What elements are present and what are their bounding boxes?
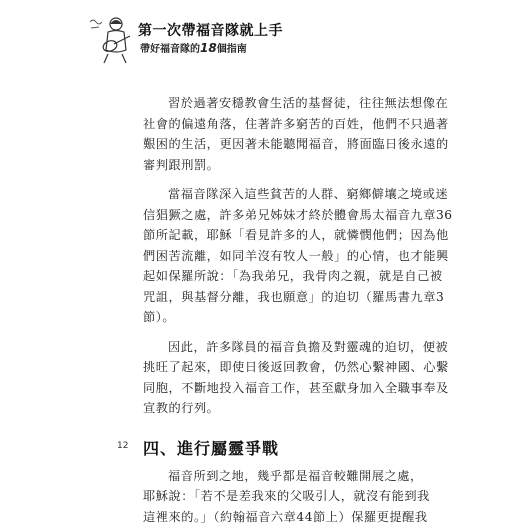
text-line: 審判跟刑罰。: [143, 155, 388, 176]
text-line: 挑旺了起來，即使日後返回教會，仍然心繫神國、心繫: [143, 357, 388, 378]
paragraph-2: [143, 184, 388, 328]
text-line: 節）。: [143, 307, 388, 328]
series-subtitle: 帶好福音隊的18個指南: [140, 40, 247, 55]
text-line: 們困苦流離，如同羊沒有牧人一般」的心情，也才能興: [143, 246, 388, 267]
text-line: 耶穌說：「若不是差我來的父吸引人，就沒有能到我: [143, 486, 388, 507]
text-line: 艱困的生活，更因著未能聽聞福音，將面臨日後永遠的: [143, 134, 388, 155]
text-line: 咒詛，與基督分離，我也願意」的迫切（羅馬書九章3: [143, 287, 388, 308]
text-line: 社會的偏遠角落，住著許多窮苦的百姓，他們不只過著: [143, 114, 388, 135]
text-line: 因此，許多隊員的福音負擔及對靈魂的迫切，便被: [143, 337, 388, 358]
text-line: 信猖獗之處，許多弟兄姊妹才終於體會馬太福音九章36: [143, 205, 388, 226]
text-line: 福音所到之地，幾乎都是福音較難開展之處，: [143, 466, 388, 487]
page-number: 12: [117, 441, 128, 451]
paragraph-4: [143, 466, 388, 527]
text-line: 這裡來的。」（約翰福音六章44節上）保羅更提醒我: [143, 507, 388, 527]
text-line: 同胞，不斷地投入福音工作，甚至獻身加入全職事奉及: [143, 378, 388, 399]
page-body: [143, 93, 388, 527]
section-heading: 四、進行屬靈爭戰: [143, 436, 388, 462]
guitar-player-logo-icon: [88, 14, 134, 64]
text-line: 宣教的行列。: [143, 398, 388, 419]
paragraph-3: [143, 337, 388, 419]
text-line: 習於過著安穩教會生活的基督徒，往往無法想像在: [143, 93, 388, 114]
text-line: 當福音隊深入這些貧苦的人群、窮鄉僻壤之境或迷: [143, 184, 388, 205]
paragraph-1: [143, 93, 388, 175]
series-title: 第一次帶福音隊就上手: [138, 20, 283, 40]
text-line: 起如保羅所說：「為我弟兄，我骨肉之親，就是自己被: [143, 266, 388, 287]
text-line: 節所記載，耶穌「看見許多的人，就憐憫他們；因為他: [143, 225, 388, 246]
running-header: [88, 14, 328, 64]
